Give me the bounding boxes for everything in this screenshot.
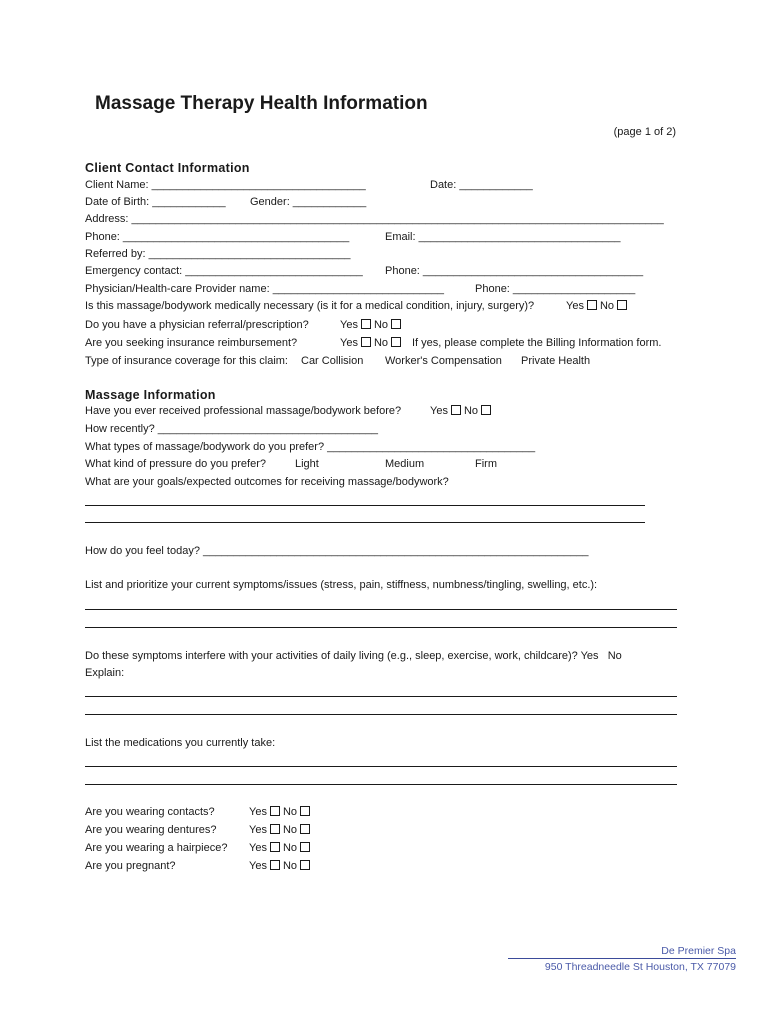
symptoms-question: List and prioritize your current symptoms/issues (stress, pain, stiffness, numbness/tingling, swelling, etc.): [85,579,598,591]
medically-necessary-checkboxes[interactable]: Yes No [566,300,630,312]
checkbox-icon[interactable] [300,860,310,870]
footer-divider [508,958,736,959]
coverage-question: Type of insurance coverage for this claim: [85,355,288,367]
email-field[interactable]: Email: _________________________________ [385,231,621,243]
checkbox-icon[interactable] [391,337,401,347]
massage-types-field[interactable]: What types of massage/bodywork do you prefer? __________________________________ [85,441,536,453]
checkbox-icon[interactable] [361,319,371,329]
section-heading-client: Client Contact Information [85,161,250,175]
client-name-field[interactable]: Client Name: ___________________________________ [85,179,366,191]
answer-line[interactable] [85,766,677,767]
goals-question: What are your goals/expected outcomes for receiving massage/bodywork? [85,476,449,488]
medications-question: List the medications you currently take: [85,737,276,749]
referral-checkboxes[interactable]: Yes No [340,319,404,331]
billing-note: If yes, please complete the Billing Information form. [412,337,662,349]
interfere-question: Do these symptoms interfere with your activities of daily living (e.g., sleep, exercise, work, childcare)? Yes No [85,650,622,662]
pressure-option[interactable]: Light [295,458,319,470]
checkbox-icon[interactable] [300,842,310,852]
coverage-option[interactable]: Car Collision [301,355,364,367]
coverage-option[interactable]: Private Health [521,355,591,367]
emergency-phone-field[interactable]: Phone: ____________________________________ [385,265,644,277]
checkbox-icon[interactable] [300,824,310,834]
page-title: Massage Therapy Health Information [95,93,428,114]
received-before-checkboxes[interactable]: Yes No [430,405,494,417]
physician-phone-field[interactable]: Phone: ____________________ [475,283,636,295]
checkbox-icon[interactable] [270,824,280,834]
answer-line[interactable] [85,609,677,610]
contacts-question: Are you wearing contacts? [85,806,215,818]
address-field[interactable]: Address: _______________________________________________________________________________________ [85,213,664,225]
how-recently-field[interactable]: How recently? ____________________________________ [85,423,378,435]
pressure-option[interactable]: Medium [385,458,425,470]
checkbox-icon[interactable] [270,842,280,852]
hairpiece-question: Are you wearing a hairpiece? [85,842,228,854]
checkbox-icon[interactable] [587,300,597,310]
answer-line[interactable] [85,784,677,785]
coverage-option[interactable]: Worker's Compensation [385,355,502,367]
checkbox-icon[interactable] [300,806,310,816]
reimbursement-checkboxes[interactable]: Yes No [340,337,404,349]
dentures-question: Are you wearing dentures? [85,824,217,836]
answer-line[interactable] [85,522,645,523]
pregnant-checkboxes[interactable]: Yes No [249,860,313,872]
referral-question: Do you have a physician referral/prescription? [85,319,309,331]
checkbox-icon[interactable] [361,337,371,347]
answer-line[interactable] [85,714,677,715]
feel-today-field[interactable]: How do you feel today? _______________________________________________________________ [85,545,589,557]
explain-label: Explain: [85,667,125,679]
pressure-question: What kind of pressure do you prefer? [85,458,266,470]
referred-by-field[interactable]: Referred by: _________________________________ [85,248,351,260]
contacts-checkboxes[interactable]: Yes No [249,806,313,818]
checkbox-icon[interactable] [270,806,280,816]
pregnant-question: Are you pregnant? [85,860,176,872]
section-heading-massage: Massage Information [85,388,216,402]
footer-address: 950 Threadneedle St Houston, TX 77079 [544,961,736,973]
received-before-question: Have you ever received professional massage/bodywork before? [85,405,402,417]
checkbox-icon[interactable] [451,405,461,415]
page-number: (page 1 of 2) [613,126,676,138]
phone-field[interactable]: Phone: _____________________________________ [85,231,350,243]
date-field[interactable]: Date: ____________ [430,179,533,191]
answer-line[interactable] [85,505,645,506]
checkbox-icon[interactable] [270,860,280,870]
reimbursement-question: Are you seeking insurance reimbursement? [85,337,298,349]
dob-field[interactable]: Date of Birth: ____________ [85,196,226,208]
hairpiece-checkboxes[interactable]: Yes No [249,842,313,854]
answer-line[interactable] [85,627,677,628]
checkbox-icon[interactable] [481,405,491,415]
checkbox-icon[interactable] [391,319,401,329]
answer-line[interactable] [85,696,677,697]
physician-name-field[interactable]: Physician/Health-care Provider name: ____________________________ [85,283,444,295]
emergency-contact-field[interactable]: Emergency contact: _____________________________ [85,265,363,277]
checkbox-icon[interactable] [617,300,627,310]
dentures-checkboxes[interactable]: Yes No [249,824,313,836]
footer-company: De Premier Spa [661,945,736,957]
medically-necessary-question: Is this massage/bodywork medically necessary (is it for a medical condition, injury, surgery)? [85,300,535,312]
gender-field[interactable]: Gender: ____________ [250,196,367,208]
pressure-option[interactable]: Firm [475,458,497,470]
